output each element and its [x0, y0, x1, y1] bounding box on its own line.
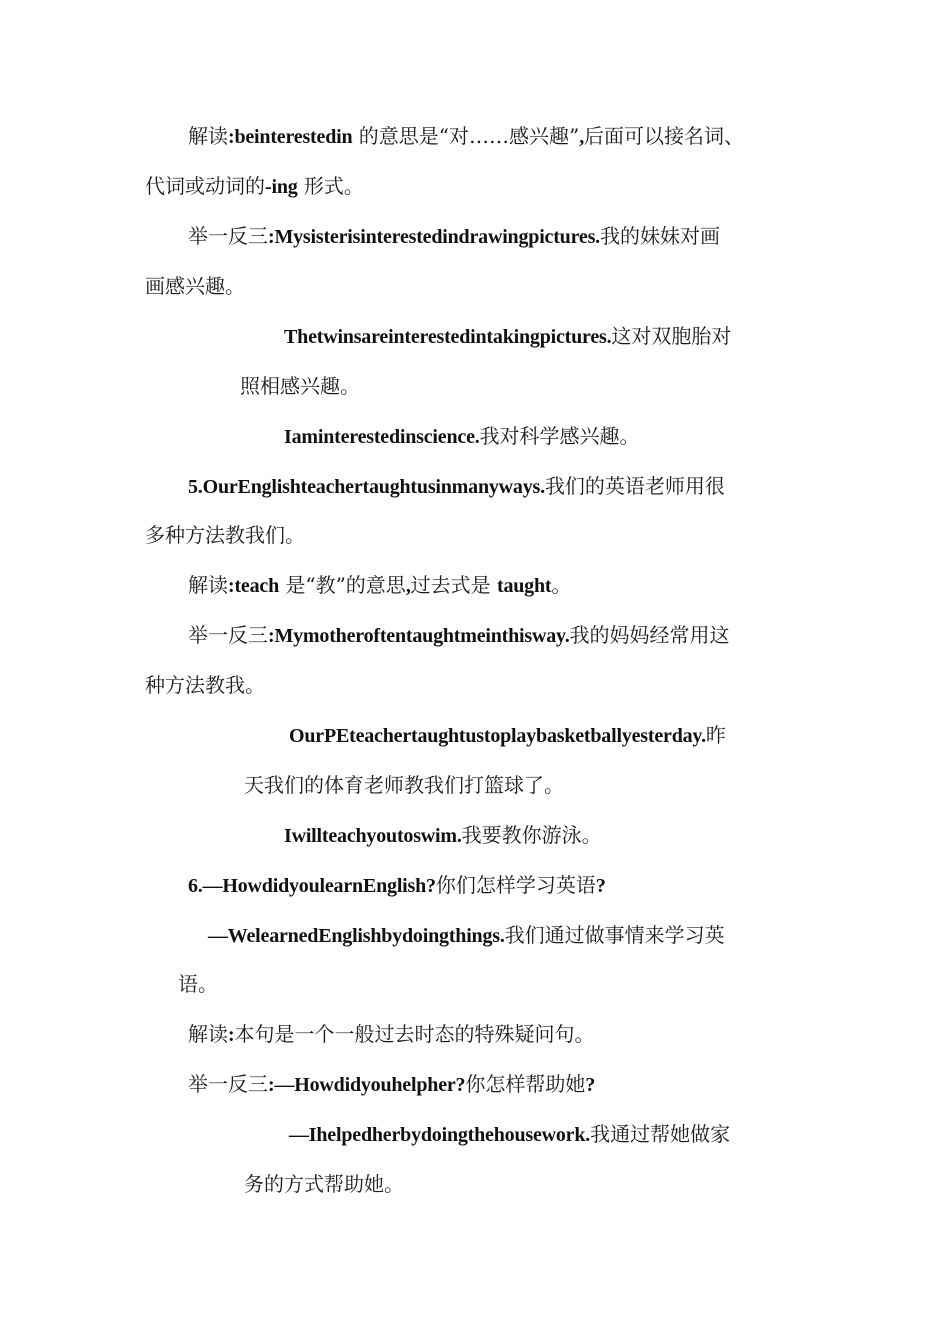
text-run-bold: : — [228, 1024, 235, 1046]
paragraph-line — [188, 872, 606, 899]
text-run: 是“教”的意思 — [279, 573, 406, 597]
text-run: 本句是一个一般过去时态的特殊疑问句。 — [234, 1022, 595, 1046]
text-run-bold: Iaminterestedinscience. — [284, 426, 480, 448]
paragraph-line — [284, 423, 640, 450]
text-run-bold: , — [579, 126, 585, 148]
text-run: 我要教你游泳。 — [461, 823, 602, 847]
text-run: 照相感兴趣。 — [240, 374, 360, 398]
paragraph-line — [188, 1071, 595, 1098]
paragraph-line — [178, 971, 218, 997]
text-run: 的意思是“对……感兴趣” — [352, 124, 580, 148]
paragraph-line — [289, 1121, 730, 1148]
text-run-bold: ? — [595, 875, 606, 897]
text-run: 举一反三 — [188, 1072, 268, 1096]
text-run: 我通过帮她做家 — [590, 1122, 731, 1146]
paragraph-line — [244, 1171, 404, 1197]
text-run: 。 — [551, 573, 572, 597]
text-run: 过去式是 — [410, 573, 497, 597]
text-run: 我对科学感兴趣。 — [479, 424, 640, 448]
paragraph-line — [145, 522, 305, 548]
text-run-bold: :beinterestedin — [228, 126, 353, 148]
text-run-bold: :teach — [228, 575, 279, 597]
text-run: 昨 — [705, 723, 726, 747]
text-run: 你们怎样学习英语 — [435, 873, 596, 897]
text-run: 你怎样帮助她 — [465, 1072, 586, 1096]
paragraph-line — [188, 572, 571, 599]
paragraph-line — [188, 123, 744, 150]
paragraph-line — [145, 672, 265, 698]
paragraph-line — [289, 722, 726, 749]
text-run: 多种方法教我们。 — [145, 523, 305, 547]
text-run: 我们通过做事情来学习英 — [504, 923, 725, 947]
text-run-bold: —Ihelpedherbydoingthehousework. — [289, 1124, 591, 1146]
text-run-bold: 5.OurEnglishteachertaughtusinmanyways. — [188, 476, 545, 498]
paragraph-line — [208, 922, 725, 949]
text-run: 举一反三 — [188, 224, 268, 248]
text-run: 解读 — [188, 124, 228, 148]
paragraph-line — [145, 173, 364, 200]
text-run: 解读 — [188, 573, 228, 597]
text-run: 种方法教我。 — [145, 673, 265, 697]
text-run: 务的方式帮助她。 — [244, 1172, 404, 1196]
text-run-bold: Iwillteachyoutoswim. — [284, 825, 462, 847]
paragraph-line — [188, 473, 725, 500]
text-run: 举一反三 — [188, 623, 268, 647]
paragraph-line — [188, 622, 730, 649]
text-run: 这对双胞胎对 — [611, 324, 732, 348]
text-run: 画感兴趣。 — [145, 274, 245, 298]
text-run: 我们的英语老师用很 — [544, 474, 725, 498]
paragraph-line — [188, 1021, 594, 1048]
text-run-bold: OurPEteachertaughtustoplaybasketballyesterday. — [289, 725, 706, 747]
text-run: 形式。 — [297, 174, 364, 198]
text-run: 我的妹妹对画 — [600, 224, 720, 248]
text-run-bold: taught — [496, 575, 552, 597]
text-run-bold: , — [405, 575, 411, 597]
text-run-bold: —WelearnedEnglishbydoingthings. — [208, 925, 505, 947]
text-run-bold: 6.—HowdidyoulearnEnglish? — [188, 875, 436, 897]
text-run: 天我们的体育老师教我们打篮球了。 — [244, 773, 564, 797]
text-run: 解读 — [188, 1022, 228, 1046]
paragraph-line — [284, 822, 602, 849]
text-run-bold: :Mysisterisinterestedindrawingpictures. — [268, 226, 600, 248]
text-run: 我的妈妈经常用这 — [569, 623, 730, 647]
paragraph-line — [284, 323, 731, 350]
text-run: 语。 — [178, 972, 218, 996]
paragraph-line — [145, 273, 245, 299]
paragraph-line — [188, 223, 720, 250]
paragraph-line — [244, 772, 564, 798]
text-run-bold: :—Howdidyouhelpher? — [268, 1074, 466, 1096]
text-run-bold: -ing — [265, 176, 298, 198]
text-run: 代词或动词的 — [145, 174, 265, 198]
text-run: 后面可以接名词、 — [584, 124, 745, 148]
text-run-bold: :Mymotheroftentaughtmeinthisway. — [268, 625, 570, 647]
text-run-bold: ? — [585, 1074, 596, 1096]
text-run-bold: Thetwinsareinterestedintakingpictures. — [284, 326, 612, 348]
paragraph-line — [240, 373, 360, 399]
